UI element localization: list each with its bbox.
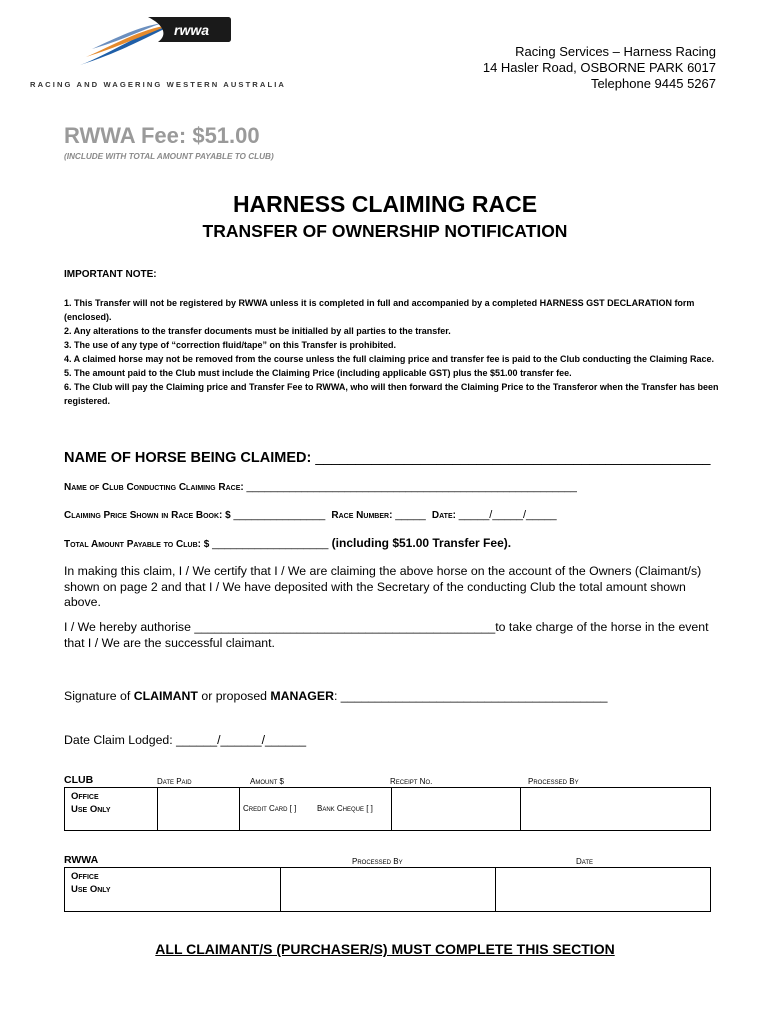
address-block (483, 44, 716, 92)
horse-name-row (64, 450, 711, 466)
logo-swoosh-blue (80, 23, 176, 65)
logo-tagline: RACING AND WAGERING WESTERN AUSTRALIA (30, 80, 287, 89)
total-amount-row (64, 536, 511, 550)
signature-middle: or proposed (197, 689, 271, 703)
claimant-section-heading: ALL CLAIMANT/S (PURCHASER/S) MUST COMPLETE THIS SECTION (155, 941, 615, 957)
logo-swoosh-orange (86, 25, 170, 57)
club-heading: CLUB (64, 774, 94, 786)
rwwa-heading: RWWA (64, 854, 99, 866)
col-processed-by: Processed By (528, 777, 579, 786)
race-number-field[interactable]: _____ (395, 509, 426, 521)
note-item: 5. The amount paid to the Club must include the Claiming Price (including applicable GST) plus the $51.00 transfer fee. (64, 368, 572, 378)
rwwa-fee: RWWA Fee: $51.00 (64, 123, 260, 148)
important-notes-list (64, 296, 724, 408)
bank-cheque-checkbox[interactable]: Bank Cheque [ ] (317, 804, 373, 813)
address-line-2: 14 Hasler Road, OSBORNE PARK 6017 (482, 60, 716, 75)
office-label: Office (71, 871, 99, 882)
rwwa-col-processed-by: Processed By (352, 857, 403, 866)
club-conducting-label: Name of Club Conducting Claiming Race: (64, 482, 247, 493)
total-amount-label: Total Amount Payable to Club: $ (64, 539, 213, 550)
certify-paragraph: In making this claim, I / We certify that I / We are claiming the above horse on the account of the Owners (Claimant/s) shown on page 2 and that I / We have deposited with the Secretary of the conducting Club the total amount shown above. (64, 564, 702, 609)
total-amount-suffix: (including $51.00 Transfer Fee). (328, 536, 512, 550)
note-item: 3. The use of any type of “correction fluid/tape” on this Transfer is prohibited. (64, 340, 397, 350)
club-conducting-row (64, 481, 577, 493)
date-label: Date: (431, 510, 459, 521)
note-item: 4. A claimed horse may not be removed from the course unless the full claiming price and transfer fee is paid to the Club conducting the Claiming Race. (64, 354, 714, 364)
grid-divider (157, 788, 158, 830)
signature-row[interactable] (64, 689, 608, 703)
rwwa-col-date: Date (576, 857, 594, 866)
use-only-label: Use Only (71, 884, 111, 895)
total-amount-field[interactable]: ___________________ (212, 538, 329, 550)
rwwa-office-label (71, 870, 111, 896)
claiming-price-label: Claiming Price Shown in Race Book: $ (64, 510, 234, 521)
col-receipt-no: Receipt No. (390, 777, 433, 786)
race-number-label: Race Number: (331, 510, 396, 521)
grid-divider (280, 868, 281, 911)
date-claim-lodged[interactable]: Date Claim Lodged: ______/______/______ (64, 733, 307, 747)
signature-claimant: CLAIMANT (133, 689, 198, 703)
rwwa-fee-note: (INCLUDE WITH TOTAL AMOUNT PAYABLE TO CLUB) (64, 152, 274, 161)
club-conducting-field[interactable]: ______________________________________________________ (246, 481, 577, 493)
signature-field[interactable]: : _______________________________________ (333, 689, 608, 703)
grid-divider (520, 788, 521, 830)
club-office-label (71, 790, 111, 816)
col-amount: Amount $ (250, 777, 285, 786)
grid-divider (495, 868, 496, 911)
horse-name-field[interactable]: _________________________________________________ (315, 450, 711, 466)
logo-text: rwwa (174, 22, 210, 38)
signature-prefix: Signature of (64, 689, 134, 703)
grid-divider (239, 788, 240, 830)
col-date-paid: Date Paid (157, 777, 192, 786)
important-note-heading: IMPORTANT NOTE: (64, 269, 157, 280)
form-title: HARNESS CLAIMING RACE (232, 191, 538, 217)
note-item: 1. This Transfer will not be registered by RWWA unless it is completed in full and accompanied by a completed HARNESS GST DECLARATION form (enclosed). (64, 298, 695, 322)
date-field[interactable]: _____/_____/_____ (458, 509, 557, 521)
claiming-price-field[interactable]: _______________ (233, 509, 326, 521)
address-line-3: Telephone 9445 5267 (590, 76, 716, 91)
rwwa-office-box (64, 867, 711, 912)
authorise-paragraph[interactable]: I / We hereby authorise ____________________________________________to take charge of the horse in the event that I / We are the successful claimant. (64, 620, 709, 650)
club-office-box (64, 787, 711, 831)
office-label: Office (71, 791, 99, 802)
note-item: 2. Any alterations to the transfer documents must be initialled by all parties to the transfer. (64, 326, 451, 336)
use-only-label: Use Only (71, 804, 111, 815)
note-item: 6. The Club will pay the Claiming price and Transfer Fee to RWWA, who will then forward the Claiming Price to the Transferor when the Transfer has been registered. (64, 382, 719, 406)
form-subtitle: TRANSFER OF OWNERSHIP NOTIFICATION (202, 221, 568, 241)
signature-manager: MANAGER (270, 689, 334, 703)
address-line-1: Racing Services – Harness Racing (515, 44, 716, 59)
rwwa-logo (78, 15, 233, 70)
horse-name-label: NAME OF HORSE BEING CLAIMED: (64, 450, 316, 466)
grid-divider (391, 788, 392, 830)
credit-card-checkbox[interactable]: Credit Card [ ] (243, 804, 297, 813)
claiming-price-row (64, 509, 557, 521)
